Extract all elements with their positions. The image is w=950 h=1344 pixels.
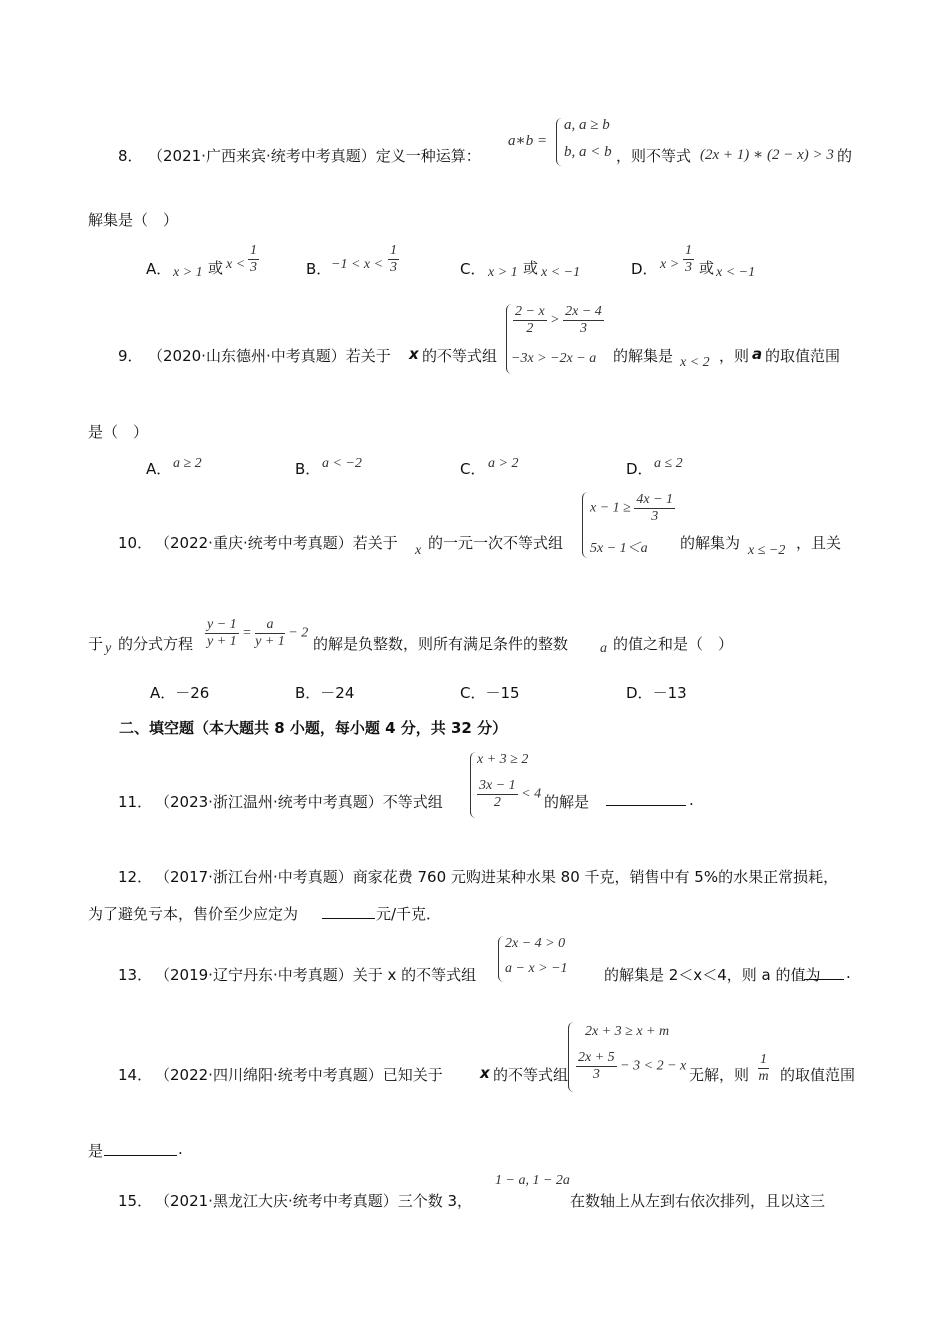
section-heading: 二、填空题（本大题共 8 小题，每小题 4 分，共 32 分） xyxy=(119,719,508,737)
q12-line2a: 为了避免亏本，售价至少应定为 xyxy=(88,905,299,923)
q8-option-d-label[interactable]: D． xyxy=(631,260,658,278)
q8-option-c-math1: x > 1 xyxy=(488,265,518,280)
q10-number: 10． xyxy=(118,534,153,552)
q8-option-c-or: 或 xyxy=(523,259,539,277)
q8-option-b-label[interactable]: B． xyxy=(306,260,332,278)
q10-source: （2022·重庆·统考中考真题）若关于 xyxy=(155,534,398,552)
q8-def-lhs: a∗b = xyxy=(508,133,548,149)
q8-option-d-math1: x > xyxy=(660,257,680,272)
q8-number: 8． xyxy=(118,147,143,165)
q14-line2: 是 xyxy=(88,1142,104,1160)
q8-option-b-math: −1 < x < xyxy=(331,257,384,272)
q8-case1: a, a ≥ b xyxy=(564,117,610,133)
q11-end: . xyxy=(689,791,694,809)
q11-source: （2023·浙江温州·统考中考真题）不等式组 xyxy=(155,793,443,811)
q11-row1: x + 3 ≥ 2 xyxy=(477,752,529,767)
q10-option-d[interactable]: D．－13 xyxy=(626,684,687,702)
q11-number: 11． xyxy=(118,793,153,811)
q14-answer-blank[interactable] xyxy=(104,1154,177,1156)
q8-option-d-frac: $\frac{1}{3}$ xyxy=(685,243,692,275)
q14-number: 14． xyxy=(118,1066,153,1084)
q12-line1: （2017·浙江台州·中考真题）商家花费 760 元购进某种水果 80 千克，销售中有 5%的水果正常损耗， xyxy=(155,868,839,886)
q15-tail: 在数轴上从左到右依次排列，且以这三 xyxy=(570,1192,826,1210)
q10-l2-a-var: a xyxy=(600,641,607,656)
q8-option-d-math2: x < −1 xyxy=(716,265,756,280)
q9-option-c-math: a > 2 xyxy=(488,456,519,471)
q14-row2: $\frac{2x + 5}{3}$ − 3 < 2 − x xyxy=(578,1050,687,1082)
q9-option-d-math: a ≤ 2 xyxy=(654,456,683,471)
q10-l2-b: 的分式方程 xyxy=(118,635,194,653)
q10-text4: ，且关 xyxy=(796,534,842,552)
q11-brace xyxy=(470,752,476,818)
q8-mid: ，则不等式 xyxy=(616,147,692,165)
q8-brace xyxy=(556,118,562,166)
q13-source: （2019·辽宁丹东·中考真题）关于 x 的不等式组 xyxy=(155,966,477,984)
q9-option-c-label[interactable]: C． xyxy=(460,460,486,478)
q10-option-b[interactable]: B．－24 xyxy=(295,684,355,702)
q10-row1: x − 1 ≥ $\frac{4x - 1}{3}$ xyxy=(590,492,674,524)
q9-line2: 是（ ） xyxy=(88,423,149,441)
q15-math: 1 − a, 1 − 2a xyxy=(495,1173,570,1188)
q9-row1: $\frac{2 - x}{2}$ > $\frac{2x - 4}{3}$ xyxy=(515,304,602,336)
q10-solution: x ≤ −2 xyxy=(748,543,786,558)
q10-brace xyxy=(582,492,588,558)
q14-text2: 的不等式组 xyxy=(493,1066,569,1084)
q10-var-x: x xyxy=(415,543,422,558)
q8-option-a-label[interactable]: A． xyxy=(146,260,172,278)
q11-answer-blank[interactable] xyxy=(606,804,686,806)
q8-tail: 的 xyxy=(837,147,853,165)
q9-text2: 的不等式组 xyxy=(422,347,498,365)
q10-l2-y: y xyxy=(105,641,112,656)
q12-number: 12． xyxy=(118,868,153,886)
q9-row2: −3x > −2x − a xyxy=(511,351,597,366)
q9-var-x: x xyxy=(409,345,419,363)
q10-l2-d: 的值之和是（ ） xyxy=(613,635,734,653)
q14-end: . xyxy=(178,1140,183,1158)
q10-option-a[interactable]: A．－26 xyxy=(150,684,210,702)
q15-number: 15． xyxy=(118,1192,153,1210)
q12-answer-blank[interactable] xyxy=(322,917,375,919)
q13-answer-blank[interactable] xyxy=(804,978,844,980)
q14-text4: 的取值范围 xyxy=(780,1066,856,1084)
q9-option-a-math: a ≥ 2 xyxy=(173,456,202,471)
q9-source: （2020·山东德州·中考真题）若关于 xyxy=(148,347,391,365)
q9-text4: ，则 xyxy=(719,347,750,365)
q13-row1: 2x − 4 > 0 xyxy=(505,936,566,951)
q8-option-d-or: 或 xyxy=(699,259,715,277)
q8-option-a-math2: x < xyxy=(226,257,246,272)
q8-option-a-math1: x > 1 xyxy=(173,265,203,280)
q8-option-a-frac: $\frac{1}{3}$ xyxy=(250,243,257,275)
q9-text5: 的取值范围 xyxy=(765,347,841,365)
q13-row2: a − x > −1 xyxy=(505,961,568,976)
q10-equation: $\frac{y - 1}{y + 1}$ = $\frac{a}{y + 1}$ − 2 xyxy=(207,617,309,649)
q13-end: . xyxy=(846,964,851,982)
q13-brace xyxy=(498,936,504,982)
q9-option-d-label[interactable]: D． xyxy=(626,460,653,478)
q15-source: （2021·黑龙江大庆·统考中考真题）三个数 3， xyxy=(155,1192,473,1210)
q8-line2: 解集是（ ） xyxy=(88,211,179,229)
q9-option-b-label[interactable]: B． xyxy=(295,460,321,478)
q10-text3: 的解集为 xyxy=(680,534,741,552)
q9-option-a-label[interactable]: A． xyxy=(146,460,172,478)
q14-row1: 2x + 3 ≥ x + m xyxy=(585,1024,670,1039)
q8-option-c-math2: x < −1 xyxy=(541,265,581,280)
q9-number: 9． xyxy=(118,347,143,365)
q14-text3: 无解，则 xyxy=(689,1066,750,1084)
q8-source: （2021·广西来宾·统考中考真题）定义一种运算： xyxy=(148,147,481,165)
q13-tail: 的解集是 2＜x＜4，则 a 的值为 xyxy=(604,966,821,984)
q11-row2: $\frac{3x - 1}{2}$ < 4 xyxy=(479,778,542,810)
q12-line2b: 元/千克． xyxy=(376,905,442,923)
q8-inequality: (2x + 1) ∗ (2 − x) > 3 xyxy=(700,147,834,163)
q8-case2: b, a < b xyxy=(564,144,612,160)
q14-source: （2022·四川绵阳·统考中考真题）已知关于 xyxy=(155,1066,443,1084)
q9-text3: 的解集是 xyxy=(613,347,674,365)
q14-var-x: x xyxy=(480,1064,490,1082)
q8-option-c-label[interactable]: C． xyxy=(460,260,486,278)
q10-option-c[interactable]: C．－15 xyxy=(460,684,520,702)
q9-option-b-math: a < −2 xyxy=(322,456,362,471)
q8-option-b-frac: $\frac{1}{3}$ xyxy=(390,243,397,275)
q10-text2: 的一元一次不等式组 xyxy=(428,534,564,552)
q10-row2: 5x − 1＜a xyxy=(590,541,648,556)
q14-frac: $\frac{1}{m}$ xyxy=(758,1052,769,1084)
q13-number: 13． xyxy=(118,966,153,984)
q9-var-a: a xyxy=(752,345,763,363)
q8-option-a-or: 或 xyxy=(208,259,224,277)
q14-brace xyxy=(568,1022,574,1092)
q11-tail: 的解是 xyxy=(544,793,590,811)
q10-l2-a: 于 xyxy=(88,635,104,653)
q10-l2-c: 的解是负整数，则所有满足条件的整数 xyxy=(313,635,569,653)
q9-solution: x < 2 xyxy=(680,355,710,370)
